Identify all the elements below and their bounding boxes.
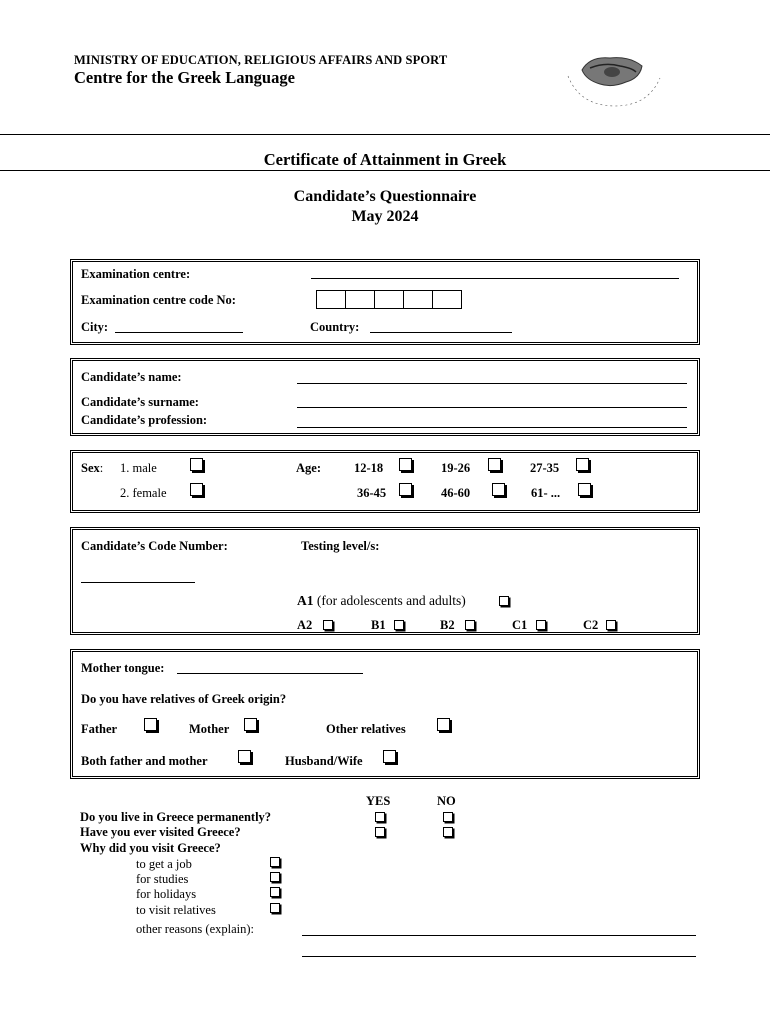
- mother-label: Mother: [189, 722, 230, 736]
- name-field[interactable]: [297, 383, 687, 384]
- country-label: Country:: [310, 320, 360, 334]
- city-field[interactable]: [115, 332, 243, 333]
- spouse-label: Husband/Wife: [285, 754, 363, 768]
- header-rule-bottom: [0, 170, 770, 171]
- city-label: City:: [81, 320, 109, 334]
- code-number-field[interactable]: [81, 582, 195, 583]
- other-relatives-checkbox[interactable]: [437, 718, 450, 731]
- level-label: B1: [371, 618, 386, 632]
- relatives-question: Do you have relatives of Greek origin?: [81, 692, 287, 706]
- questionnaire-title: Candidate’s Questionnaire: [293, 188, 477, 205]
- origin-section: [72, 651, 698, 777]
- reason-label: to get a job: [136, 857, 192, 871]
- visited-question: Have you ever visited Greece?: [80, 825, 241, 839]
- ministry-name: MINISTRY OF EDUCATION, RELIGIOUS AFFAIRS AND SPORT: [74, 53, 448, 67]
- why-question: Why did you visit Greece?: [80, 841, 221, 855]
- live-no-checkbox[interactable]: [443, 812, 453, 822]
- age-range-label: 19-26: [441, 461, 471, 475]
- country-field[interactable]: [370, 332, 512, 333]
- sex-female-label: 2. female: [120, 486, 167, 500]
- exam-centre-field[interactable]: [311, 278, 679, 279]
- age-61-plus-checkbox[interactable]: [578, 483, 591, 496]
- level-a1-label: A1: [297, 593, 314, 608]
- candidate-section: [72, 360, 698, 434]
- level-label: C2: [583, 618, 599, 632]
- certificate-title: Certificate of Attainment in Greek: [263, 150, 507, 169]
- spouse-checkbox[interactable]: [383, 750, 396, 763]
- mother-checkbox[interactable]: [244, 718, 257, 731]
- no-column-header: NO: [437, 794, 456, 808]
- reason-label: to visit relatives: [136, 903, 216, 917]
- sex-male-label: 1. male: [120, 461, 157, 475]
- yes-column-header: YES: [366, 794, 391, 808]
- other-reasons-label: other reasons (explain):: [136, 922, 255, 936]
- father-label: Father: [81, 722, 118, 736]
- level-c1-checkbox[interactable]: [536, 620, 546, 630]
- surname-label: Candidate’s surname:: [81, 395, 199, 409]
- age-12-18-checkbox[interactable]: [399, 458, 412, 471]
- session-date: May 2024: [351, 208, 419, 225]
- sex-age-section: Sex: 1. male 2. female Age: 12-18 19-26 27-35 36-45 46-60 61- ...: [72, 452, 698, 511]
- level-a1-checkbox[interactable]: [499, 596, 509, 606]
- age-range-label: 12-18: [354, 461, 384, 475]
- sex-female-checkbox[interactable]: [190, 483, 203, 496]
- level-label: A2: [297, 618, 313, 632]
- visited-no-checkbox[interactable]: [443, 827, 453, 837]
- age-36-45-checkbox[interactable]: [399, 483, 412, 496]
- centre-logo: [560, 48, 670, 114]
- reason-holidays-checkbox[interactable]: [270, 887, 280, 897]
- surname-field[interactable]: [297, 407, 687, 408]
- mother-tongue-label: Mother tongue:: [81, 661, 165, 675]
- age-46-60-checkbox[interactable]: [492, 483, 505, 496]
- age-label: Age:: [296, 461, 321, 475]
- exam-centre-section: [72, 261, 698, 343]
- level-label: B2: [440, 618, 455, 632]
- exam-code-field[interactable]: [316, 290, 462, 309]
- sex-male-checkbox[interactable]: [190, 458, 203, 471]
- level-c2-checkbox[interactable]: [606, 620, 616, 630]
- age-range-label: 46-60: [441, 486, 471, 500]
- reason-label: for studies: [136, 872, 189, 886]
- level-b2-checkbox[interactable]: [465, 620, 475, 630]
- centre-name: Centre for the Greek Language: [74, 68, 295, 87]
- reason-label: for holidays: [136, 887, 197, 901]
- both-parents-label: Both father and mother: [81, 754, 208, 768]
- other-reasons-field-2[interactable]: [302, 956, 696, 957]
- code-number-label: Candidate’s Code Number:: [81, 539, 228, 553]
- exam-code-label: Examination centre code No:: [81, 293, 236, 307]
- age-19-26-checkbox[interactable]: [488, 458, 501, 471]
- other-relatives-label: Other relatives: [326, 722, 406, 736]
- level-a2-checkbox[interactable]: [323, 620, 333, 630]
- age-range-label: 61- ...: [531, 486, 561, 500]
- reason-job-checkbox[interactable]: [270, 857, 280, 867]
- reason-studies-checkbox[interactable]: [270, 872, 280, 882]
- header-rule-top: [0, 134, 770, 135]
- visited-yes-checkbox[interactable]: [375, 827, 385, 837]
- reason-relatives-checkbox[interactable]: [270, 903, 280, 913]
- age-range-label: 36-45: [357, 486, 387, 500]
- age-27-35-checkbox[interactable]: [576, 458, 589, 471]
- level-b1-checkbox[interactable]: [394, 620, 404, 630]
- testing-level-section: [72, 529, 698, 633]
- other-reasons-field-1[interactable]: [302, 935, 696, 936]
- live-question: Do you live in Greece permanently?: [80, 810, 272, 824]
- level-label: C1: [512, 618, 528, 632]
- father-checkbox[interactable]: [144, 718, 157, 731]
- profession-field[interactable]: [297, 427, 687, 428]
- testing-level-label: Testing level/s:: [301, 539, 380, 553]
- name-label: Candidate’s name:: [81, 370, 182, 384]
- sex-label: Sex: [81, 461, 100, 475]
- profession-label: Candidate’s profession:: [81, 413, 208, 427]
- exam-centre-label: Examination centre:: [81, 267, 191, 281]
- live-yes-checkbox[interactable]: [375, 812, 385, 822]
- age-range-label: 27-35: [530, 461, 560, 475]
- mother-tongue-field[interactable]: [177, 673, 363, 674]
- level-a1-note: (for adolescents and adults): [316, 593, 466, 608]
- both-parents-checkbox[interactable]: [238, 750, 251, 763]
